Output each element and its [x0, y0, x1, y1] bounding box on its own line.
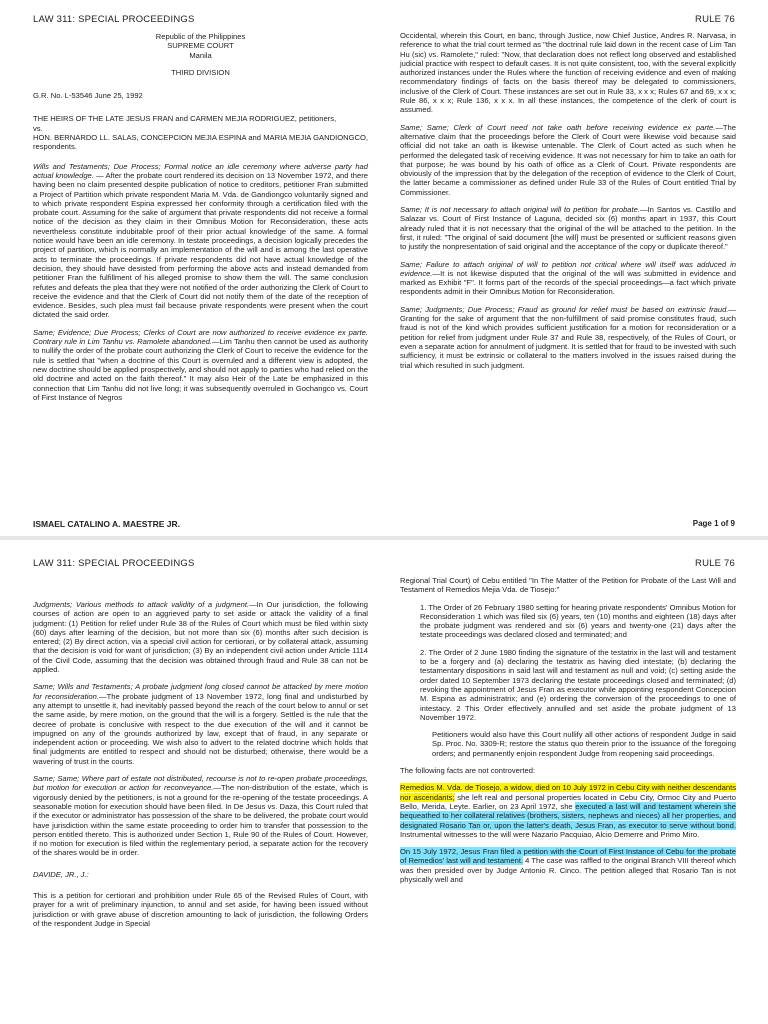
rule-header: RULE 76: [695, 558, 735, 569]
court-line: SUPREME COURT: [167, 41, 234, 51]
petitioners-line: THE HEIRS OF THE LATE JESUS FRAN and CARMEN MEJIA RODRIGUEZ, petitioners,: [33, 114, 337, 124]
course-header: LAW 311: SPECIAL PROCEEDINGS: [33, 558, 195, 569]
ponente: DAVIDE, JR., J.:: [33, 869, 89, 879]
syllabus-text: —The alternative claim that the proceedings before the Clerk of Court were likewise void because said official did not take an oath is likewise untenable. The Clerk of Court acted as such when he performed the delegated task of receiving evidence. It was not necessary for him to take an oath for that purpose; he was bound by his oath of office as a Clerk of Court. Private respondents are obviously of the impression that by the delegation of the reception of evidence to the Clerk of Court, the latter became a commissioner as defined under Rule 33 of the Rules of Court entitled Trial by Commissioner.: [400, 122, 736, 197]
highlighted-text: On 15 July 1972, Jesus Fran filed a petition with the Court of First Instance of Cebu for the probate of Remedios' last will and testament.: [400, 847, 736, 866]
syllabus-paragraph: [33, 682, 368, 766]
syllabus-continuation: Occidental, wherein this Court, en banc, through Justice, now Chief Justice, Andres R. Narvasa, in reference to what the trial court termed as "the doctrinal rule laid down in the recent case of Lim Tan Hu (sic) vs. Ramolete," ruled: "Now, that declaration does not reflect long observed and established judicial practice with respect to default cases. It is not quite consistent, too, with the several explicitly authorized instances under the Rules where the function of receiving evidence and even of making recommendatory findings of facts on the basis thereof may be delegated to commissioners, inclusive of the Clerk of Court. These instances are set out in Rule 33, x x x; Rules 67 and 69, x x x; Rule 86, x x x; Rule 136, x x x. In all these instances, the competence of the clerk of court is assumed.: [400, 31, 736, 115]
author-footer: ISMAEL CATALINO A. MAESTRE JR.: [33, 519, 181, 529]
course-header: LAW 311: SPECIAL PROCEEDINGS: [33, 14, 195, 25]
syllabus-text: — After the probate court rendered its decision on 13 November 1972, and there having been no claim presented despite publication of notice to creditors, petitioner Fran submitted a Project of Partition which private respondent Maria M. Vda. de Gandiongco voluntarily signed and to which private respondent Espina expressed her conformity through a certification filed with the probate court. Assuming for the sake of argument that private respondents did not receive a formal notice of the decision as they claim in their Omnibus Motion for Reconsideration, these acts nevertheless constitute indubitable proof of their prior actual knowledge of the same. A formal notice would have been an idle ceremony. In testate proceedings, a decision logically precedes the project of partition, which is normally an implementation of the will and is among the last operative acts to terminate the proceedings. If private respondents did not have actual knowledge of the decision, they should have desisted from performing the above acts and instead demanded from petitioner Fran the fulfillment of his alleged promise to show them the will. The same conclusion refutes and defeats the plea that they were not notified of the order authorizing the Clerk of Court to receive the evidence and that the Clerk of Court did not notify them of the date of the reception of evidence. Besides, such plea must fail because private respondents were present when the court dictated the said order.: [33, 170, 369, 320]
syllabus-text: —The non-distribution of the estate, which is vigorously denied by the petitioners, is not a ground for the re-opening of the testate proceedings. A seasonable motion for execution should have been filed. In De Jesus vs. Daza, this Court ruled that if the executor or administrator has possession of the share to be delivered, the probate court would have jurisdiction within the same estate proceeding to order him to transfer that possession to the person entitled thereto. This is authorized under Section 1, Rule 90 of the Rules of Court. However, if no motion for execution is filed within the reglementary period, a separate action for the recovery of the shares would be in order.: [33, 783, 368, 858]
syllabus-text: —In Santos vs. Castillo and Salazar vs. Court of First Instance of Laguna, decided six (6) months apart in 1937, this Court already ruled that it is not necessary that the original of the will be attached to the petition. In the first, it ruled: "The original of said document [the will] must be presented or sufficient reasons given to justify the nonpresentation of said original and the acceptance of the copy or duplicate thereof.": [400, 205, 736, 252]
syllabus-heading: Same; It is not necessary to attach original will to petition for probate.: [400, 205, 640, 215]
syllabus-text: —In Our jurisdiction, the following courses of action are open to an aggrieved party to set aside or attack the validity of a final judgment: (1) Petition for relief under Rule 38 of the Rules of Court which must be filed within sixty (60) days after learning of the decision, but not more than six (6) months after such decision is entered; (2) By direct action, via a special civil action for certiorari, or by collateral attack, assuming that the decision is void for want of jurisdiction; (3) By an independent civil action under Article 1114 of the Civil Code, assuming that the decision was obtained through fraud and Rule 38 can not be applied.: [33, 600, 368, 675]
prayer-paragraph: Petitioners would also have this Court nullify all other actions of respondent Judge in said Sp. Proc. No. 3309-R; restore the status quo therein prior to the issuance of the foregoing orders; and permanently enjoin respondent Judge from reopening said proceedings.: [432, 730, 736, 758]
syllabus-heading: Judgments; Various methods to attack validity of a judgment.: [33, 600, 250, 609]
syllabus-paragraph: [33, 600, 368, 674]
facts-intro: The following facts are not controverted:: [400, 766, 536, 776]
case-number: G.R. No. L-53546 June 25, 1992: [33, 91, 143, 101]
syllabus-paragraph: [400, 123, 736, 197]
syllabus-heading: Same; Judgments; Due Process; Fraud as ground for relief must be based on extrinsic fraud.: [400, 304, 729, 314]
republic-line: Republic of the Philippines: [155, 32, 246, 41]
highlighted-text: Remedios M. Vda. de Tiosejo, a widow, died on 10 July 1972 in Cebu City with neither descendants nor ascendants;: [400, 783, 736, 802]
page-number: Page 1 of 9: [692, 519, 735, 528]
page2-left-column: [33, 600, 368, 936]
versus-line: vs.: [33, 123, 43, 133]
syllabus-paragraph: [400, 305, 736, 370]
syllabus-heading: Same; Failure to attach original of will to petition not critical where will itself was adduced in evidence.: [400, 259, 736, 278]
decision-opening: This is a petition for certiorari and prohibition under Rule 65 of the Revised Rules of Court, with prayer for a writ of preliminary injunction, to annul and set aside, for having been issued without jurisdiction or with grave abuse of discretion amounting to lack of jurisdiction, the following Orders of the respondent Judge in Special: [33, 891, 368, 928]
syllabus-heading: Same; Wills and Testaments; A probate judgment long closed cannot be attacked by mere motion for reconsideration.: [33, 682, 368, 701]
syllabus-text: —The probate judgment of 13 November 1972, long final and undisturbed by any attempt to unsettle it, had inevitably passed beyond the reach of the court below to annul or set the same aside, by mere motion, on the ground that the will is a forgery. Settled is the rule that the decree of probate is conclusive with respect to the due execution of the will and it cannot be impugned on any of the grounds authorized by law, except that of fraud, in any separate or independent action or proceeding. We wish also to advert to the related doctrine which holds that final judgments are entitled to respect and should not be disturbed; otherwise, there would be a wavering of trust in the courts.: [33, 691, 368, 766]
syllabus-heading: Wills and Testaments; Due Process; Formal notice an idle ceremony where adverse party had actual knowledge.: [33, 161, 368, 180]
page1-right-column: [400, 31, 736, 378]
syllabus-heading: Same; Same; Clerk of Court need not take oath before receiving evidence ex parte.: [400, 122, 716, 132]
syllabus-heading: Same; Same; Where part of estate not distributed, recourse is not to re-open probate proceedings, but motion for execution or action for reconveyance.: [33, 774, 368, 793]
city-line: Manila: [189, 50, 212, 60]
syllabus-paragraph: [400, 205, 736, 251]
highlighted-text: executed a last will and testament wherein she bequeathed to her collateral relatives (brothers, sisters, nephews and nieces) all her properties, and designated Rosario Tan or, upon the latter's death, Jesus Fran, as executor to serve without bond.: [400, 801, 736, 830]
assailed-order-2: 2. The Order of 2 June 1980 finding the signature of the testatrix in the last will and testament to be a forgery and (a) declaring the testatrix as having died intestate; (b) declaring the testamentary dispositions in said last will and testament as null and void; (c) setting aside the order dated 10 September 1973 declaring the testate proceedings closed and terminated; (d) revoking the appointment of Jesus Fran as executor while appointing respondent Concepcion M. Espina as administratrix; and (e) ordering the conversion of the proceedings to one of intestacy. 2 This Order effectively annulled and set aside the probate judgment of 13 November 1972.: [420, 647, 736, 722]
syllabus-paragraph: [33, 162, 368, 320]
facts-paragraph: [400, 783, 736, 839]
facts-text: Instrumental witnesses to the will were Nazario Pacquiao, Alcio Demerre and Primo Miro.: [400, 829, 700, 839]
syllabus-paragraph: [33, 774, 368, 858]
facts-paragraph: [400, 847, 736, 884]
syllabus-text: —Lim Tanhu then cannot be used as authority to nullify the order of the probate court authorizing the Clerk of Court to receive the evidence for the rule is settled that "when a doctrine of this Court is overruled and a different view is adopted, the new doctrine should be applied prospectively, and should not apply to parties who had relied on the old doctrine and acted on the faith thereof." It may also Heir of the Late be emphasized in this connection that Lim Tanhu did not live long; it was subsequently overruled in Gochangco vs. Court of First Instance of Negros: [33, 337, 368, 402]
document-page-2: [0, 540, 768, 1024]
assailed-order-1: 1. The Order of 26 February 1980 setting for hearing private respondents' Omnibus Motion for Reconsideration 1 which was filed six (6) years, ten (10) months and eighteen (18) days after the probate judgment was rendered and six (6) years and twenty-one (21) days after the testate proceedings was declared closed and terminated; and: [420, 602, 736, 640]
facts-text: she left real and personal properties located in Cebu City, Ormoc City and Puerto Bello, Merida, Leyte. Earlier, on 23 April 1972, she: [400, 792, 736, 811]
syllabus-paragraph: [33, 328, 368, 402]
syllabus-text: —It is not likewise disputed that the original of the will was submitted in evidence and marked as Exhibit "F". It forms part of the records of the special proceedings—a fact which private respondents admit in their Omnibus Motion for Reconsideration.: [400, 268, 736, 297]
syllabus-paragraph: [400, 260, 736, 297]
division-line: THIRD DIVISION: [171, 67, 230, 77]
respondents-line: HON. BERNARDO LL. SALAS, CONCEPCION MEJIA ESPINA and MARIA MEJIA GANDIONGCO, respondents.: [33, 133, 368, 152]
case-title-continuation: Regional Trial Court) of Cebu entitled "In The Matter of the Petition for Probate of the Last Will and Testament of Remedios Mejia Vda. de Tiosejo:": [400, 576, 736, 595]
page1-left-column: [33, 32, 368, 410]
facts-text: 4 The case was raffled to the original Branch VIII thereof which was then presided over by Judge Antonio R. Cinco. The petition alleged that Rosario Tan is not physically well and: [400, 856, 736, 885]
syllabus-heading: Same; Evidence; Due Process; Clerks of Court are now authorized to receive evidence ex parte. Contrary rule in Lim Tanhu vs. Ramolete abandoned.: [33, 327, 368, 347]
rule-header: RULE 76: [695, 14, 735, 25]
page2-right-column: [400, 576, 736, 892]
syllabus-text: —Granting for the sake of argument that the non-fulfillment of said promise constitutes fraud, such fraud is not of the kind which provides sufficient justification for a motion for reconsideration or a petition for relief from judgment under Rule 37 and Rule 38, respectively, of the Rules of Court, or even a separate action for annulment of judgment. It is settled that for fraud to be invested with such sufficiency, it must be extrinsic or collateral to the matters involved in the issues raised during the trial which resulted in such judgment.: [400, 304, 737, 370]
